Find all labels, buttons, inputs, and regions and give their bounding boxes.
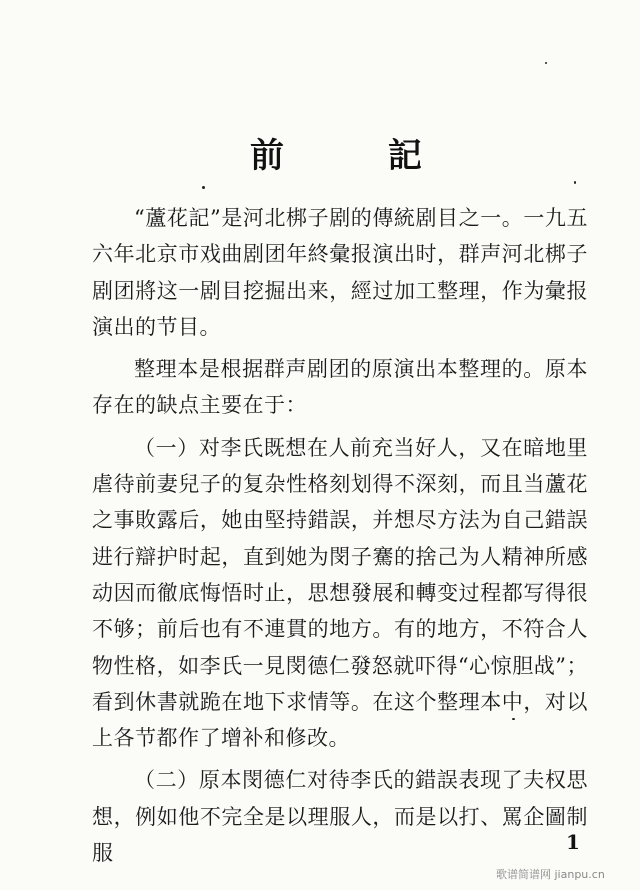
scan-speck <box>202 186 205 189</box>
watermark: 歌谱简谱网 jianpu.cn <box>496 868 605 881</box>
paragraph-shortcomings: 整理本是根据群声剧团的原演出本整理的。原本存在的缺点主要在于： <box>92 357 588 418</box>
page-number: 1 <box>566 830 580 854</box>
scan-speck <box>574 181 576 184</box>
scan-speck <box>545 62 547 64</box>
paragraph-point-one: （一）对李氏既想在人前充当好人，又在暗地里虐待前妻兒子的复杂性格刻划得不深刻，而且当蘆花之事敗露后，她由堅持錯誤，并想尽方法为自己錯誤进行辯护时起，直到她为閔子騫的捨己为人精神所感动因而徹底悔悟时止，思想發展和轉变过程都写得很不够；前后也有不連貫的地方。有的地方，不符合人物性格，如李氏一見閔德仁發怒就吓得“心惊胆战”；看到休書就跪在地下求情等。在这个整理本中，对以上各节都作了增补和修改。 <box>92 435 588 751</box>
paragraph-intro: “蘆花記”是河北梆子剧的傳統剧目之一。一九五六年北京市戏曲剧团年終彙报演出时，群声河北梆子剧团將这一剧目挖掘出来，經过加工整理，作为彙报演出的节目。 <box>92 206 588 339</box>
paragraph-point-two: （二）原本閔德仁对待李氏的錯誤表现了夫权思想，例如他不完全是以理服人，而是以打、罵企圖制服 <box>92 768 588 866</box>
scan-speck <box>512 718 515 720</box>
page-title: 前 記 <box>250 136 468 176</box>
body-text <box>92 200 588 877</box>
